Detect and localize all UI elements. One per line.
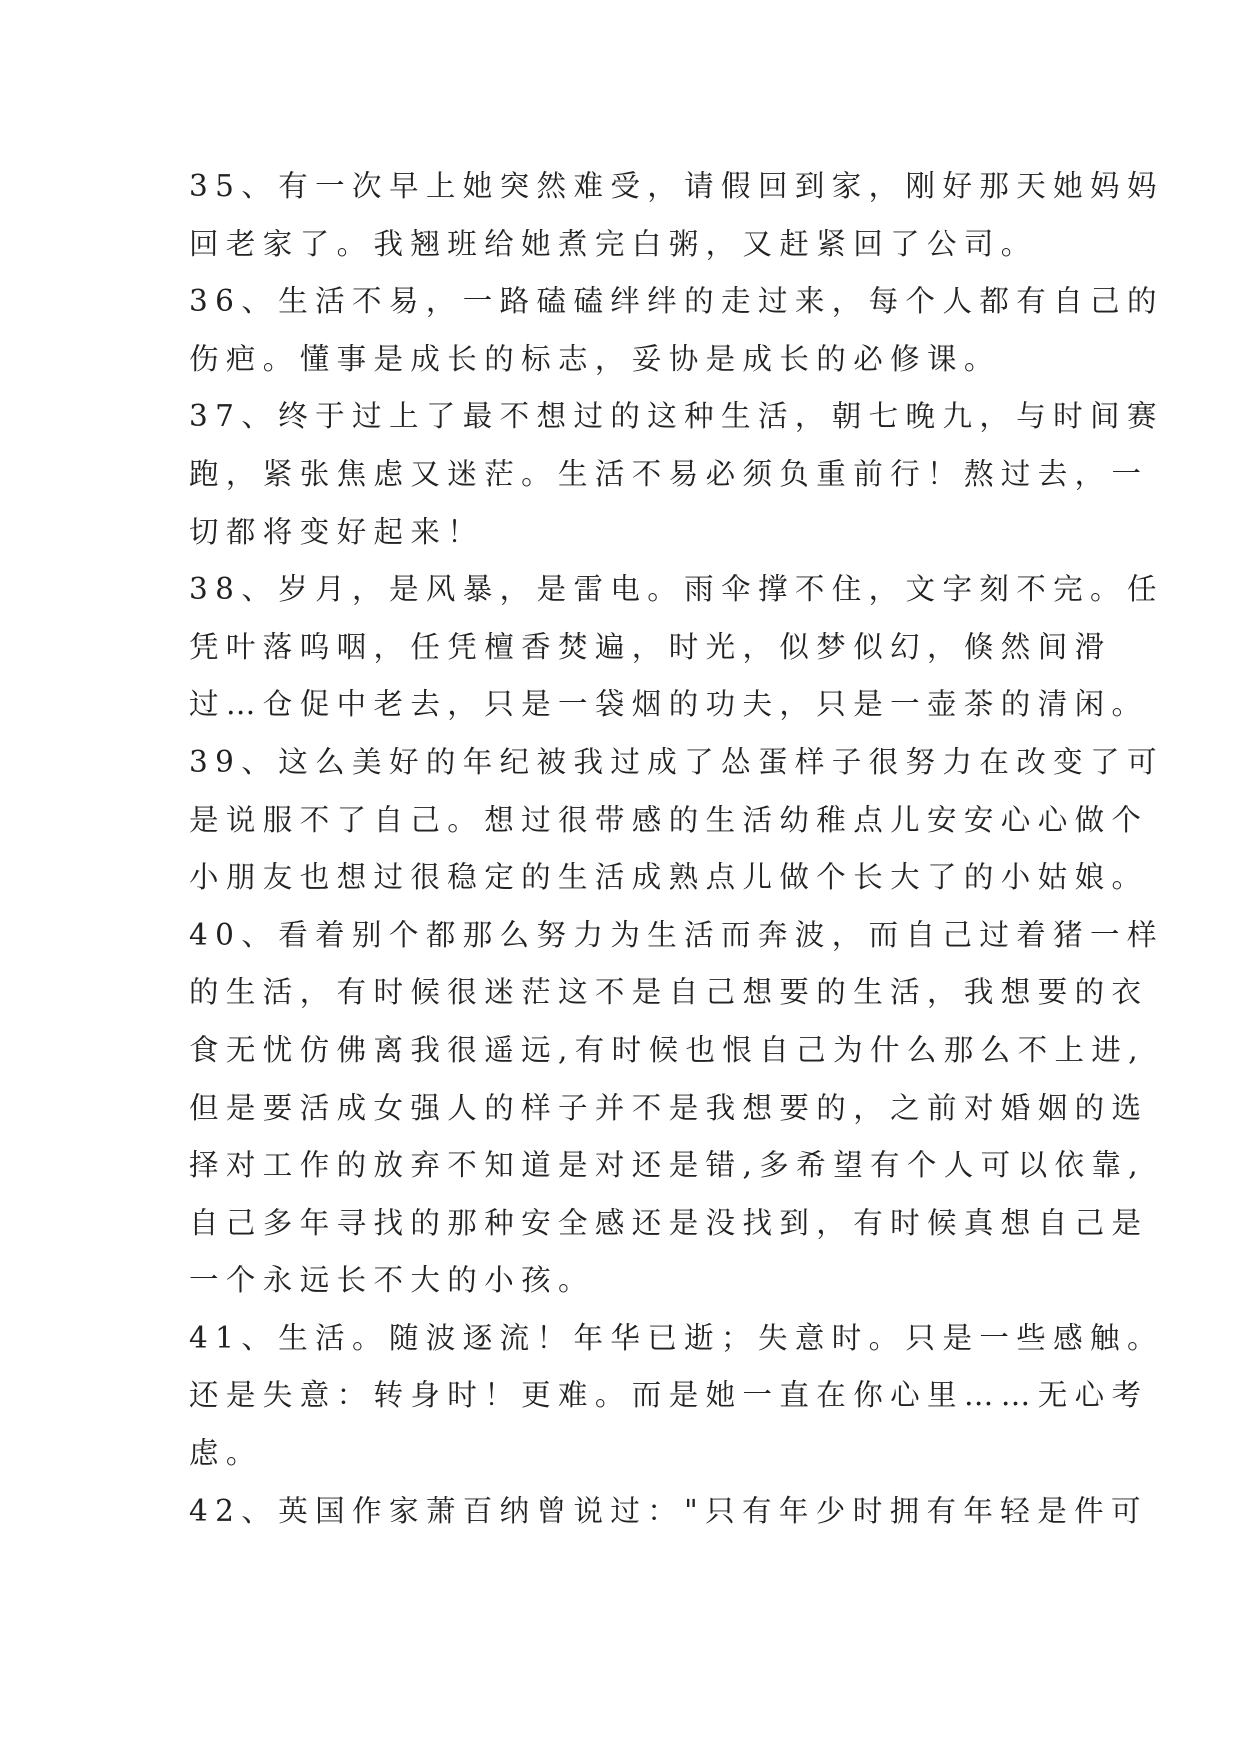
text-line: 回老家了。我翘班给她煮完白粥，又赶紧回了公司。 bbox=[189, 226, 1038, 261]
document-body bbox=[189, 158, 1164, 1540]
text-line: 39、这么美好的年纪被我过成了怂蛋样子很努力在改变了可 bbox=[189, 744, 1164, 779]
text-line: 41、生活。随波逐流！年华已逝；失意时。只是一些感触。 bbox=[189, 1320, 1164, 1355]
text-line: 自己多年寻找的那种安全感还是没找到，有时候真想自己是 bbox=[189, 1205, 1149, 1240]
text-line: 过…仓促中老去，只是一袋烟的功夫，只是一壶茶的清闲。 bbox=[189, 687, 1149, 722]
text-line: 36、生活不易，一路磕磕绊绊的走过来，每个人都有自己的 bbox=[189, 284, 1164, 319]
text-line: 切都将变好起来！ bbox=[189, 514, 485, 549]
text-line: 择对工作的放弃不知道是对还是错,多希望有个人可以依靠, bbox=[189, 1148, 1146, 1183]
text-line: 38、岁月，是风暴，是雷电。雨伞撑不住，文字刻不完。任 bbox=[189, 572, 1164, 607]
text-line: 小朋友也想过很稳定的生活成熟点儿做个长大了的小姑娘。 bbox=[189, 860, 1149, 895]
text-line: 是说服不了自己。想过很带感的生活幼稚点儿安安心心做个 bbox=[189, 802, 1149, 837]
text-line: 凭叶落呜咽，任凭檀香焚遍，时光，似梦似幻，倏然间滑 bbox=[189, 629, 1112, 664]
text-line: 还是失意：转身时！更难。而是她一直在你心里……无心考 bbox=[189, 1378, 1149, 1413]
text-line: 一个永远长不大的小孩。 bbox=[189, 1263, 595, 1298]
text-line: 虑。 bbox=[189, 1436, 263, 1471]
text-line: 伤疤。懂事是成长的标志，妥协是成长的必修课。 bbox=[189, 341, 1001, 376]
text-line: 但是要活成女强人的样子并不是我想要的，之前对婚姻的选 bbox=[189, 1090, 1149, 1125]
text-line: 35、有一次早上她突然难受，请假回到家，刚好那天她妈妈 bbox=[189, 169, 1164, 203]
text-line: 37、终于过上了最不想过的这种生活，朝七晚九，与时间赛 bbox=[189, 399, 1164, 434]
text-line: 跑，紧张焦虑又迷茫。生活不易必须负重前行！熬过去，一 bbox=[189, 456, 1149, 491]
text-line: 42、英国作家萧百纳曾说过："只有年少时拥有年轻是件可 bbox=[189, 1493, 1148, 1528]
text-line: 食无忧仿佛离我很遥远,有时候也恨自己为什么那么不上进, bbox=[189, 1032, 1146, 1067]
text-line: 40、看着别个都那么努力为生活而奔波，而自己过着猪一样 bbox=[189, 917, 1164, 952]
text-line: 的生活，有时候很迷茫这不是自己想要的生活，我想要的衣 bbox=[189, 975, 1149, 1010]
